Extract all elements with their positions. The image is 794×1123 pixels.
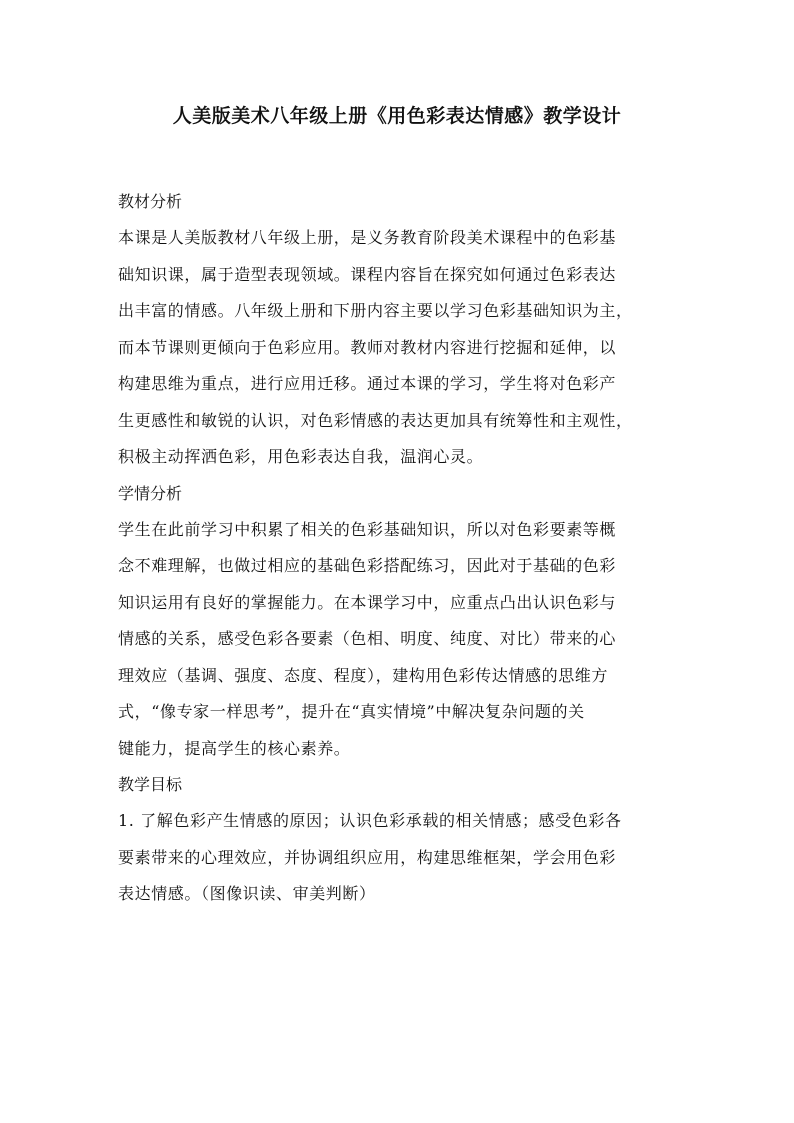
- text-line: 要素带来的心理效应，并协调组织应用，构建思维框架，学会用色彩: [118, 847, 617, 867]
- text-line: 学生在此前学习中积累了相关的色彩基础知识，所以对色彩要素等概: [118, 519, 617, 539]
- document-title: 人美版美术八年级上册《用色彩表达情感》教学设计: [172, 105, 622, 127]
- text-line: 积极主动挥洒色彩，用色彩表达自我，温润心灵。: [118, 447, 484, 466]
- section-heading-student-analysis: 学情分析: [118, 483, 183, 503]
- section-heading-textbook-analysis: 教材分析: [118, 192, 183, 211]
- text-line: 式，“像专家一样思考”，提升在“真实情境”中解决复杂问题的关: [118, 702, 585, 721]
- text-line: 生更感性和敏锐的认识，对色彩情感的表达更加具有统筹性和主观性，: [118, 410, 633, 430]
- text-line: 键能力，提高学生的核心素养。: [118, 738, 351, 758]
- section-paragraph-student-analysis: [118, 512, 676, 768]
- section-paragraph-teaching-objectives: [118, 803, 676, 913]
- text-line: 构建思维为重点，进行应用迁移。通过本课的学习，学生将对色彩产: [118, 374, 617, 393]
- text-line: 表达情感。（图像识读、审美判断）: [118, 884, 376, 903]
- document-body: [118, 184, 676, 913]
- text-line: 1. 了解色彩产生情感的原因；认识色彩承载的相关情感；感受色彩各: [118, 811, 622, 830]
- text-line: 而本节课则更倾向于色彩应用。教师对教材内容进行挖掘和延伸，以: [118, 337, 617, 357]
- section-heading-teaching-objectives: 教学目标: [118, 775, 183, 794]
- text-line: 情感的关系，感受色彩各要素（色相、明度、纯度、对比）带来的心: [118, 629, 617, 648]
- text-line: 础知识课，属于造型表现领域。课程内容旨在探究如何通过色彩表达: [118, 264, 617, 284]
- text-line: 理效应（基调、强度、态度、程度），建构用色彩传达情感的思维方: [118, 665, 609, 685]
- text-line: 念不难理解，也做过相应的基础色彩搭配练习，因此对于基础的色彩: [118, 556, 617, 575]
- text-line: 本课是人美版教材八年级上册，是义务教育阶段美术课程中的色彩基: [118, 228, 617, 247]
- text-line: 出丰富的情感。八年级上册和下册内容主要以学习色彩基础知识为主，: [118, 301, 633, 320]
- text-line: 知识运用有良好的掌握能力。在本课学习中，应重点凸出认识色彩与: [118, 592, 617, 612]
- section-paragraph-textbook-analysis: [118, 220, 676, 476]
